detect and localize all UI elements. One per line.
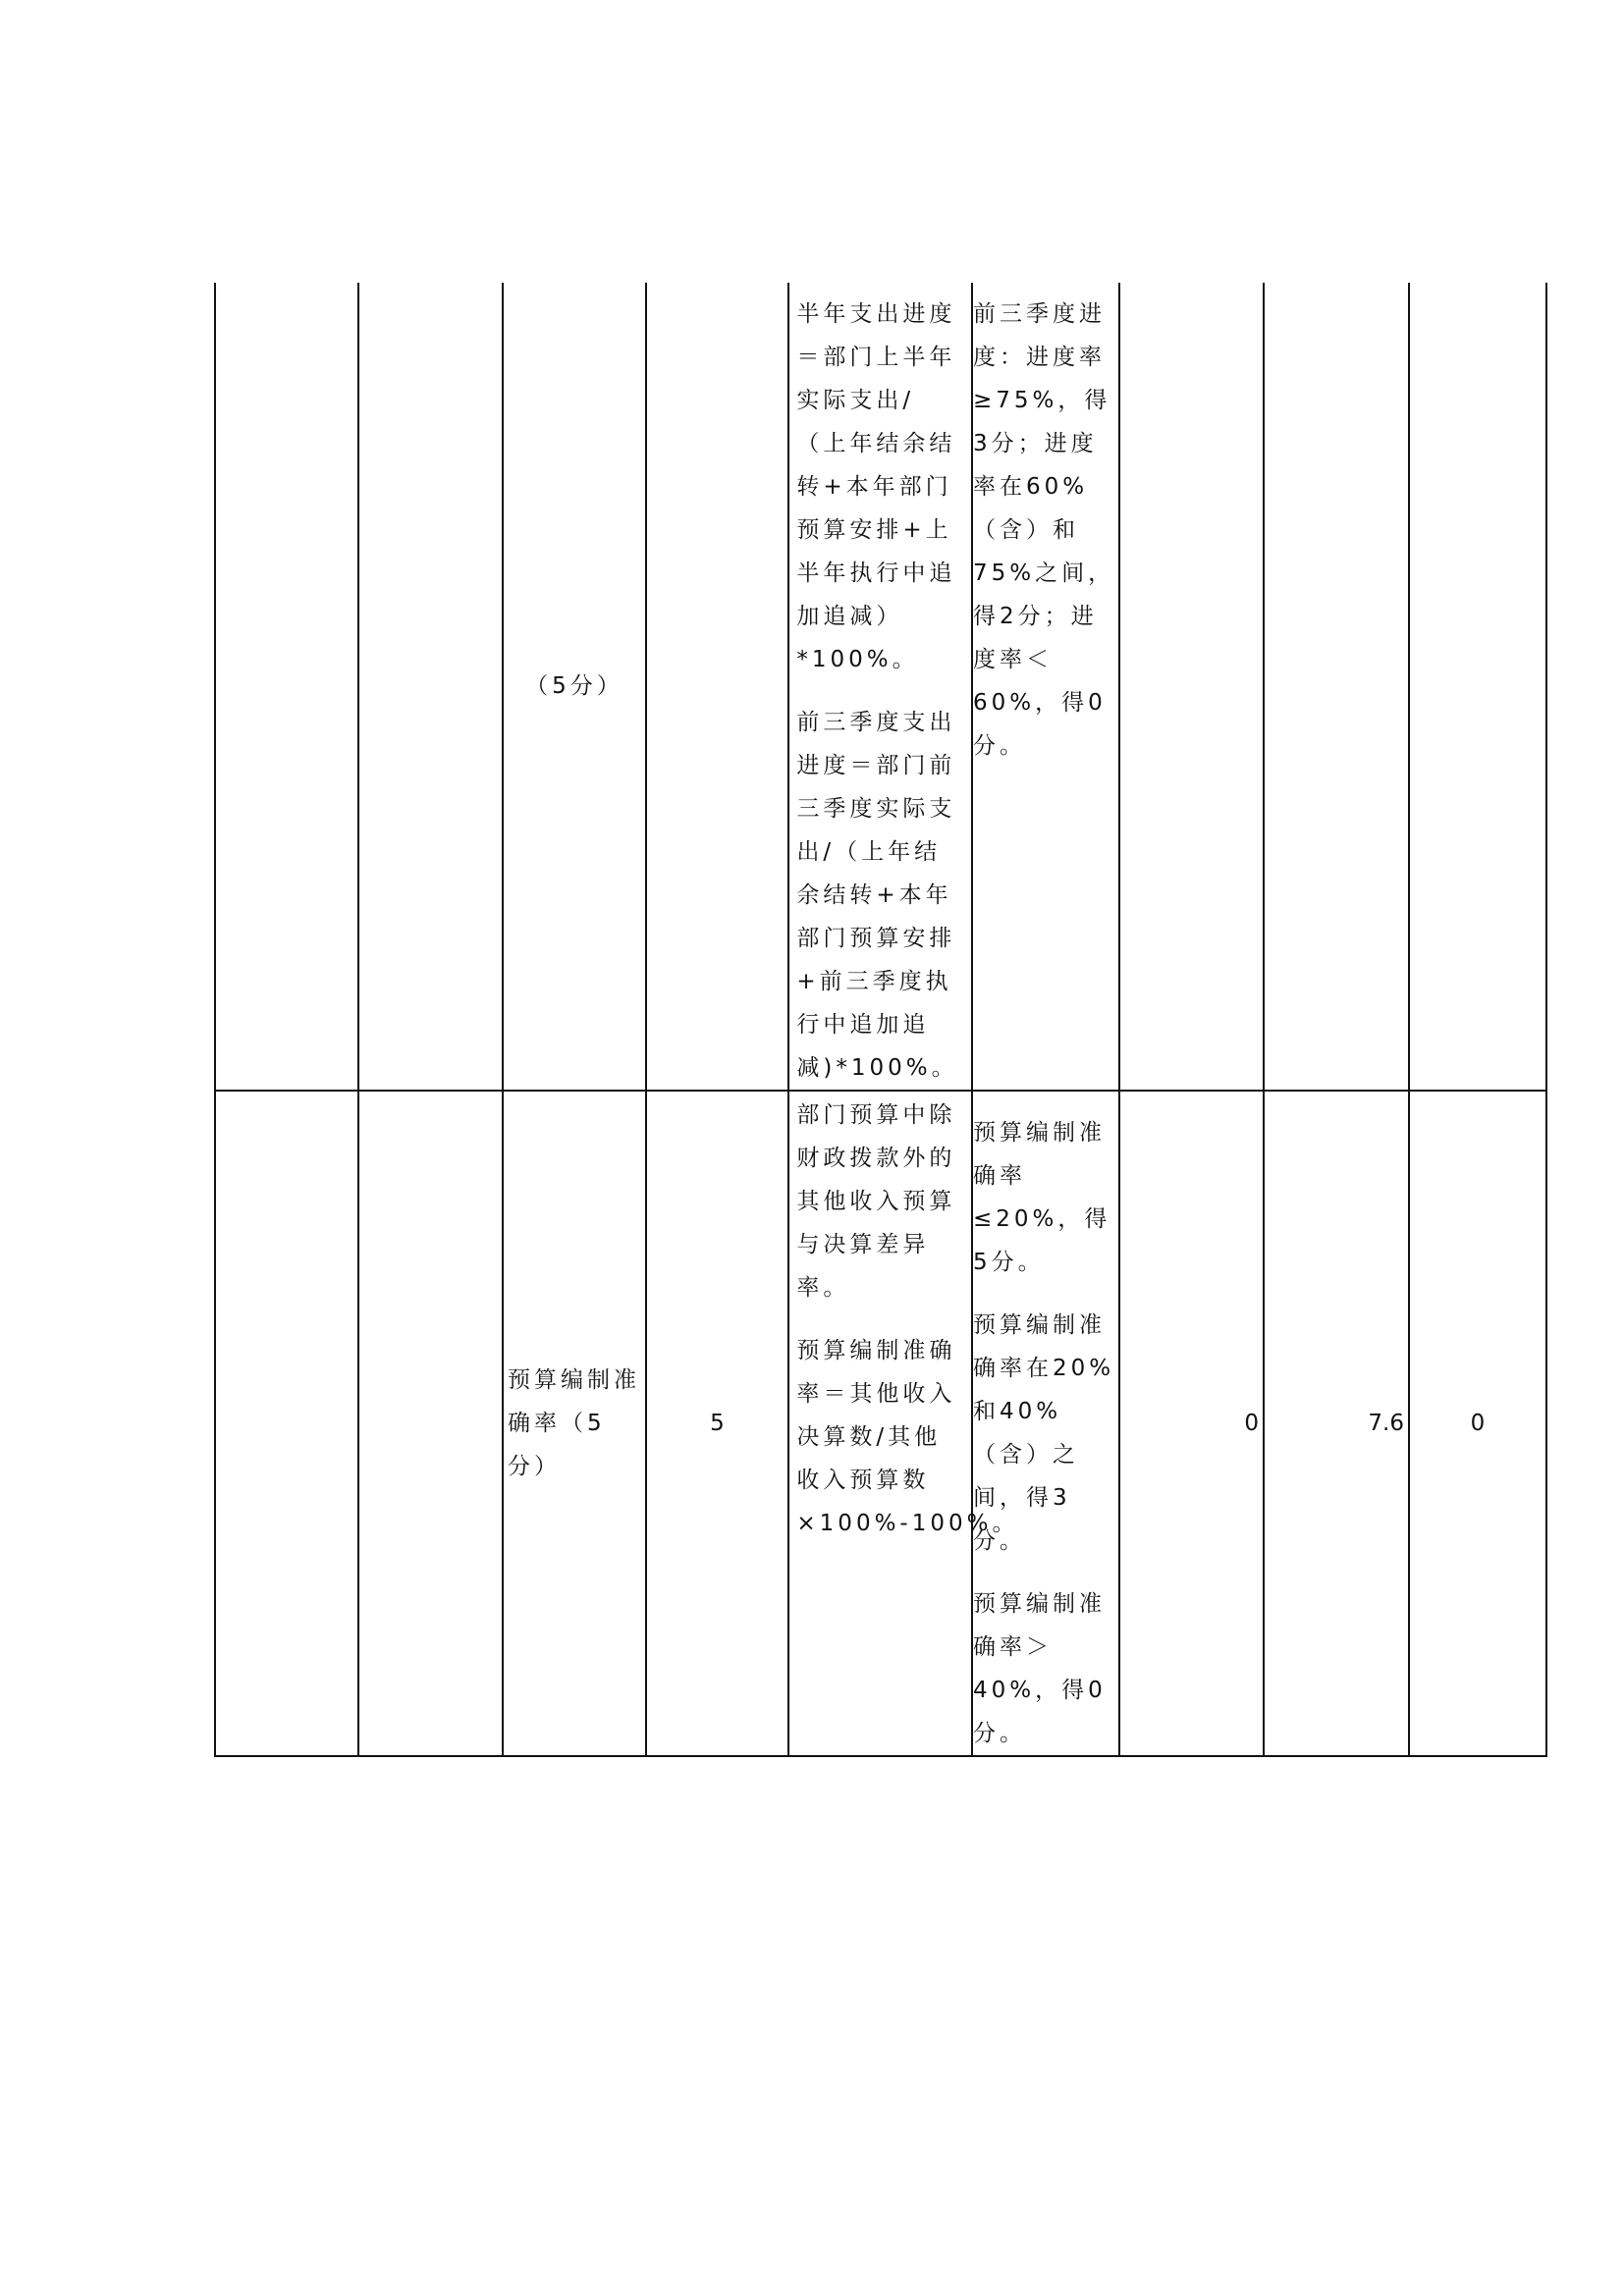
criteria-text xyxy=(973,293,1140,768)
value-cell xyxy=(1264,283,1409,1091)
category-cell xyxy=(215,283,358,1091)
description-cell xyxy=(788,283,972,1091)
criteria-cell xyxy=(972,1091,1119,1756)
description-text xyxy=(796,293,963,1090)
table-row xyxy=(215,283,1546,1091)
description-paragraph: 前三季度支出进度＝部门前三季度实际支出/（上年结余结转+本年部门预算安排+前三季度执行中追加追减)*100%。 xyxy=(796,710,958,1081)
criteria-paragraph: 预算编制准确率＞40%，得0分。 xyxy=(973,1591,1107,1746)
criteria-text xyxy=(973,1111,1140,1755)
criteria-paragraph: 预算编制准确率≤20%，得5分。 xyxy=(973,1120,1111,1275)
subcategory-cell xyxy=(358,1091,503,1756)
indicator-cell xyxy=(503,283,646,1091)
subcategory-cell xyxy=(358,283,503,1091)
value-cell: 7.6 xyxy=(1264,1091,1409,1756)
description-paragraph: 部门预算中除财政拨款外的其他收入预算与决算差异率。 xyxy=(796,1102,956,1301)
weight-cell: 5 xyxy=(646,1091,788,1756)
indicator-cell: 预算编制准确率（5分） xyxy=(503,1091,646,1756)
value-cell xyxy=(1409,283,1546,1091)
description-cell xyxy=(788,1091,1019,1756)
value-cell xyxy=(1119,283,1264,1091)
value-cell: 0 xyxy=(1119,1091,1264,1756)
description-paragraph: 半年支出进度＝部门上半年实际支出/（上年结余结转+本年部门预算安排+上半年执行中追加追减）*100%。 xyxy=(796,301,956,672)
table-row xyxy=(215,1091,1546,1756)
category-cell xyxy=(215,1091,358,1756)
indicator-label: （5分） xyxy=(525,672,623,699)
criteria-cell xyxy=(972,283,1119,1091)
criteria-paragraph: 预算编制准确率在20%和40%（含）之间，得3分。 xyxy=(973,1312,1115,1554)
description-text xyxy=(796,1094,1019,1545)
criteria-paragraph: 前三季度进度：进度率≥75%，得3分；进度率在60%（含）和75%之间，得2分；进度率＜60%，得0分。 xyxy=(973,301,1115,759)
evaluation-table xyxy=(214,283,1547,1757)
value-cell: 0 xyxy=(1409,1091,1546,1756)
weight-cell xyxy=(646,283,788,1091)
description-paragraph: 预算编制准确率＝其他收入决算数/其他收入预算数×100%-100%。 xyxy=(796,1338,1019,1536)
